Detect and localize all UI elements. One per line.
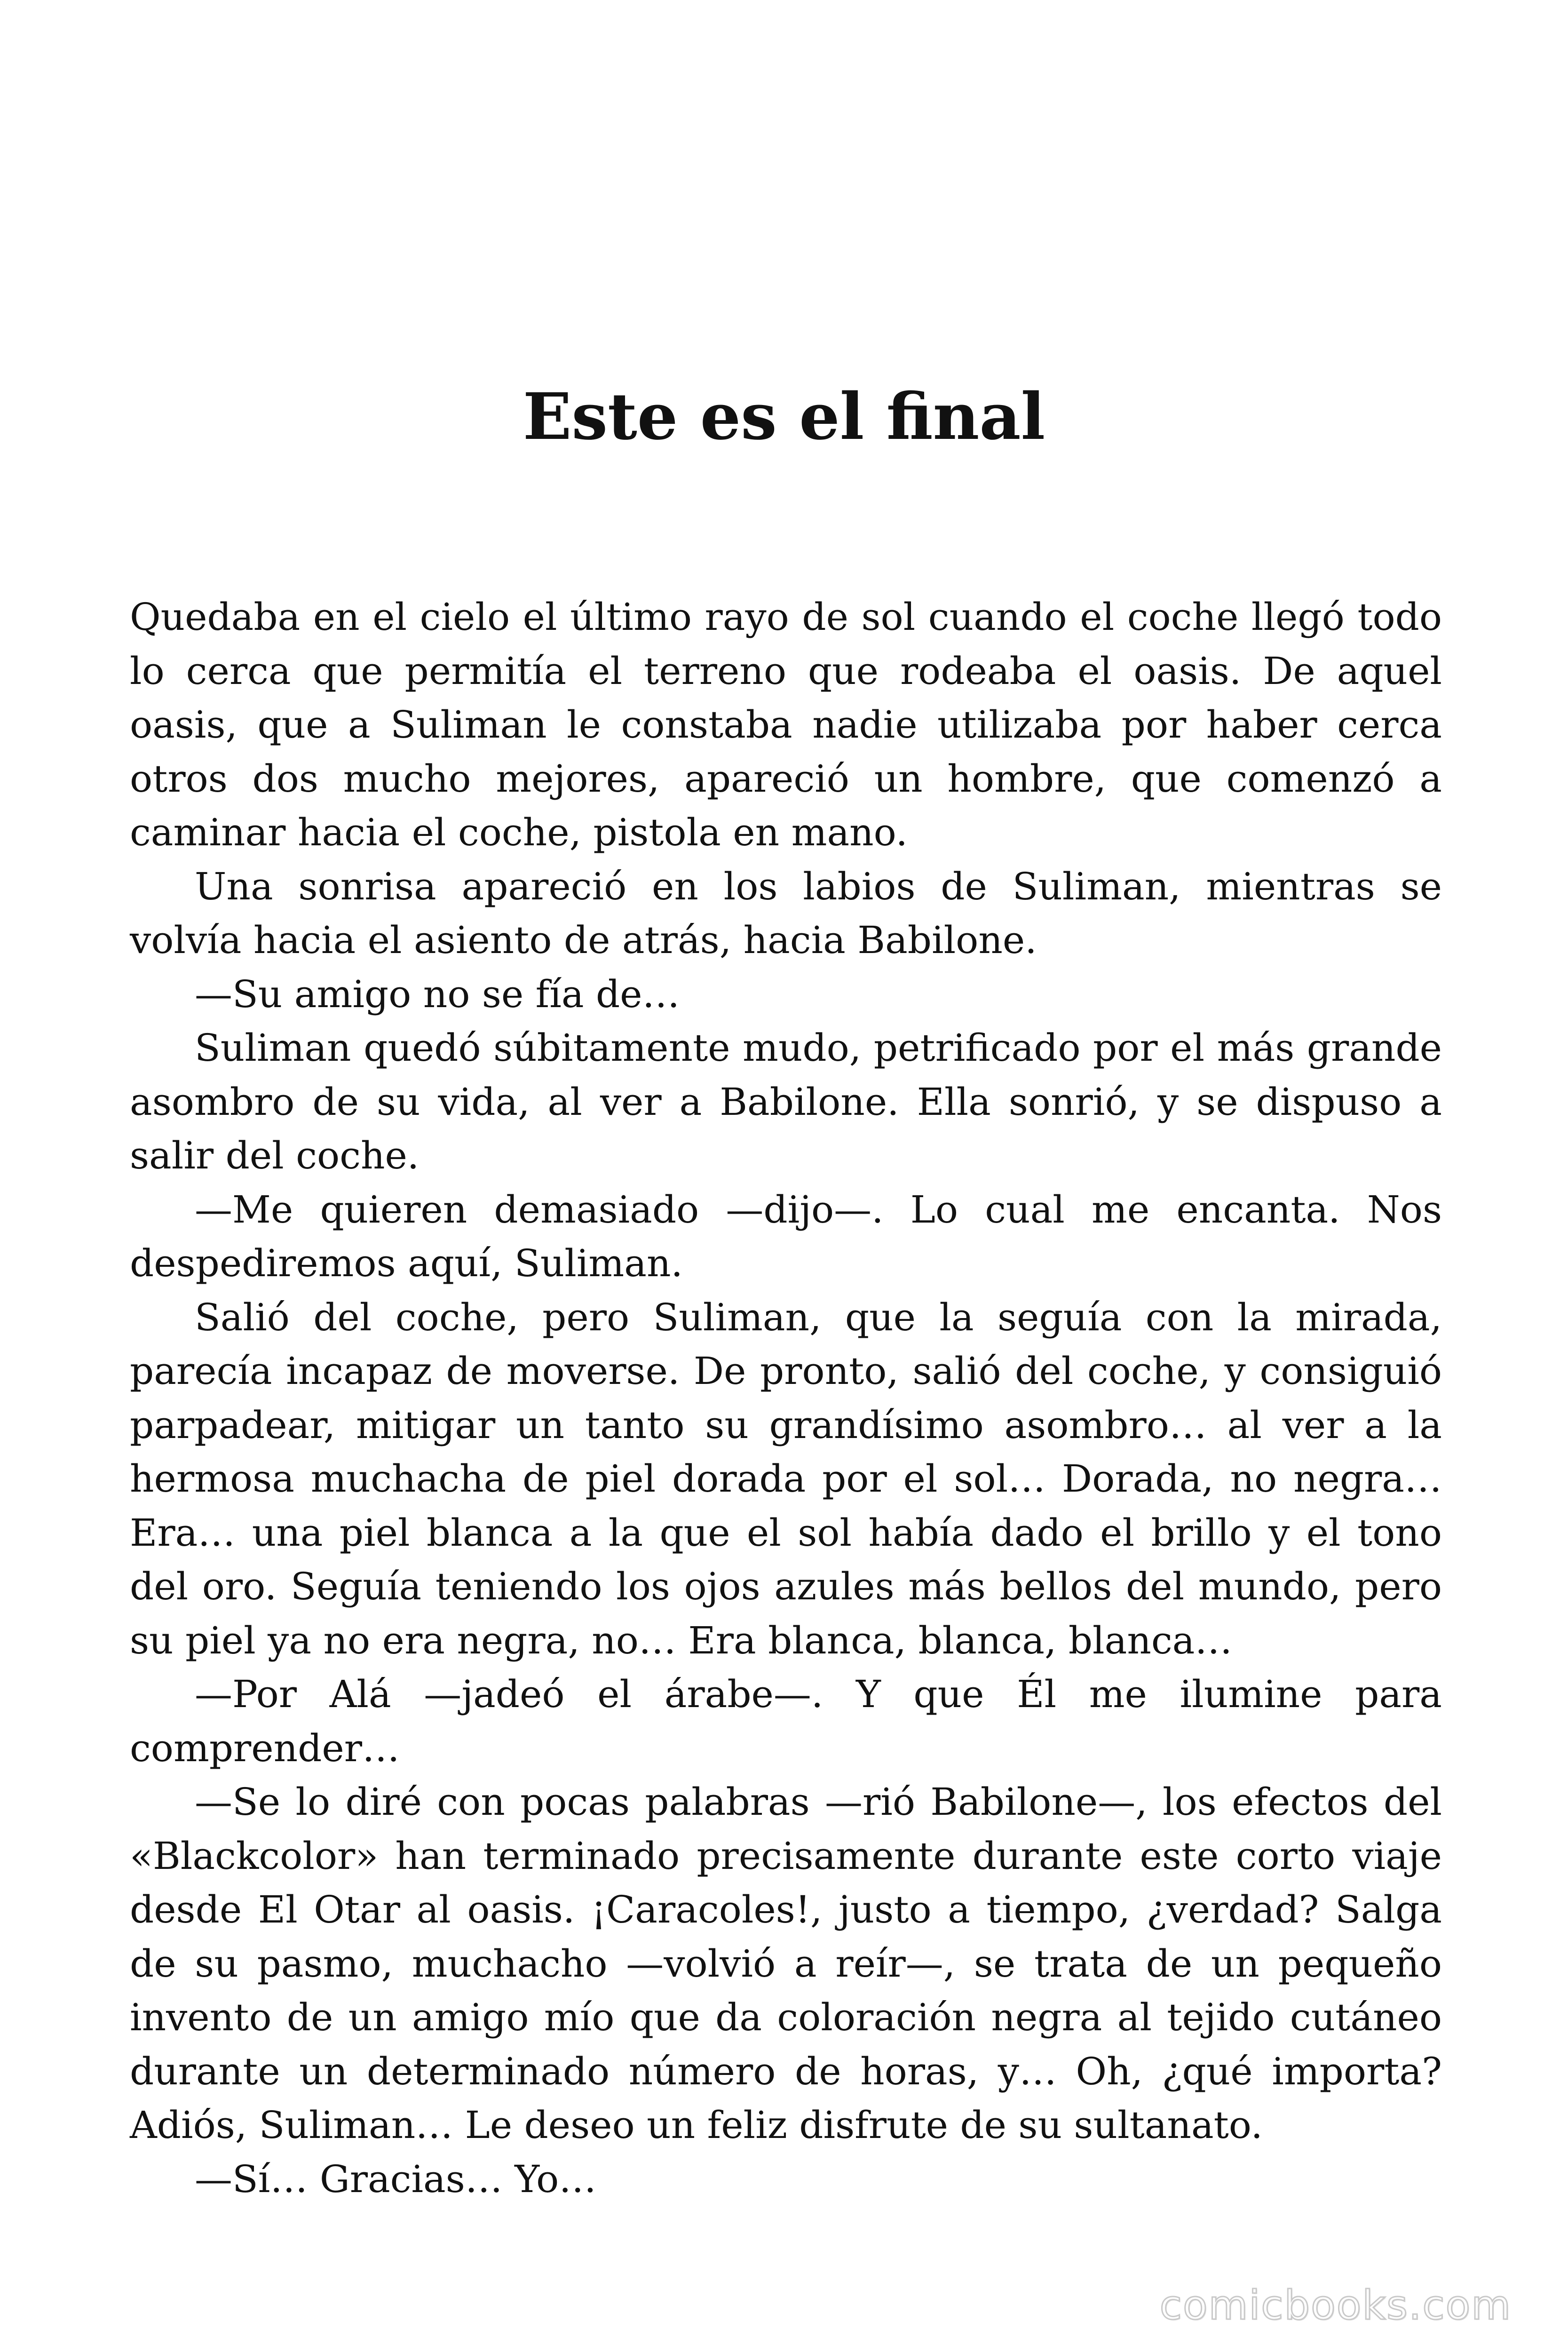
chapter-body [130,590,1442,2206]
watermark-text: comicbooks.com [1159,2282,1512,2329]
dialogue-paragraph: —Me quieren demasiado —dijo—. Lo cual me encanta. Nos despediremos aquí, Suliman. [130,1187,1442,1285]
dialogue-paragraph: —Su amigo no se fía de… [195,972,680,1016]
paragraph: Suliman quedó súbitamente mudo, petrificado por el más grande asombro de su vida, al ver a Babilone. Ella sonrió, y se dispuso a salir del coche. [130,1026,1442,1177]
paragraph: Una sonrisa apareció en los labios de Suliman, mientras se volvía hacia el asiento de atrás, hacia Babilone. [130,864,1442,962]
paragraph: Salió del coche, pero Suliman, que la seguía con la mirada, parecía incapaz de moverse. De pronto, salió del coche, y consiguió parpadear, mitigar un tanto su grandísimo asombro… al ver a la hermosa muchacha de piel dorada por el sol… Dorada, no negra… Era… una piel blanca a la que el sol había dado el brillo y el tono del oro. Seguía teniendo los ojos azules más bellos del mundo, pero su piel ya no era negra, no… Era blanca, blanca, blanca… [130,1295,1442,1662]
dialogue-paragraph: —Sí… Gracias… Yo… [195,2157,597,2201]
dialogue-paragraph: —Se lo diré con pocas palabras —rió Babilone—, los efectos del «Blackcolor» han terminado precisamente durante este corto viaje desde El Otar al oasis. ¡Caracoles!, justo a tiempo, ¿verdad? Salga de su pasmo, muchacho —volvió a reír—, se trata de un pequeño invento de un amigo mío que da coloración negra al tejido cutáneo durante un determinado número de horas, y… Oh, ¿qué importa? Adiós, Suliman… Le deseo un feliz disfrute de su sultanato. [130,1780,1442,2147]
dialogue-paragraph: —Por Alá —jadeó el árabe—. Y que Él me ilumine para comprender… [130,1672,1442,1770]
chapter-title: Este es el final [523,379,1045,454]
paragraph: Quedaba en el cielo el último rayo de sol cuando el coche llegó todo lo cerca que permitía el terreno que rodeaba el oasis. De aquel oasis, que a Suliman le constaba nadie utilizaba por haber cerca otros dos mucho mejores, apareció un hombre, que comenzó a caminar hacia el coche, pistola en mano. [130,595,1442,854]
